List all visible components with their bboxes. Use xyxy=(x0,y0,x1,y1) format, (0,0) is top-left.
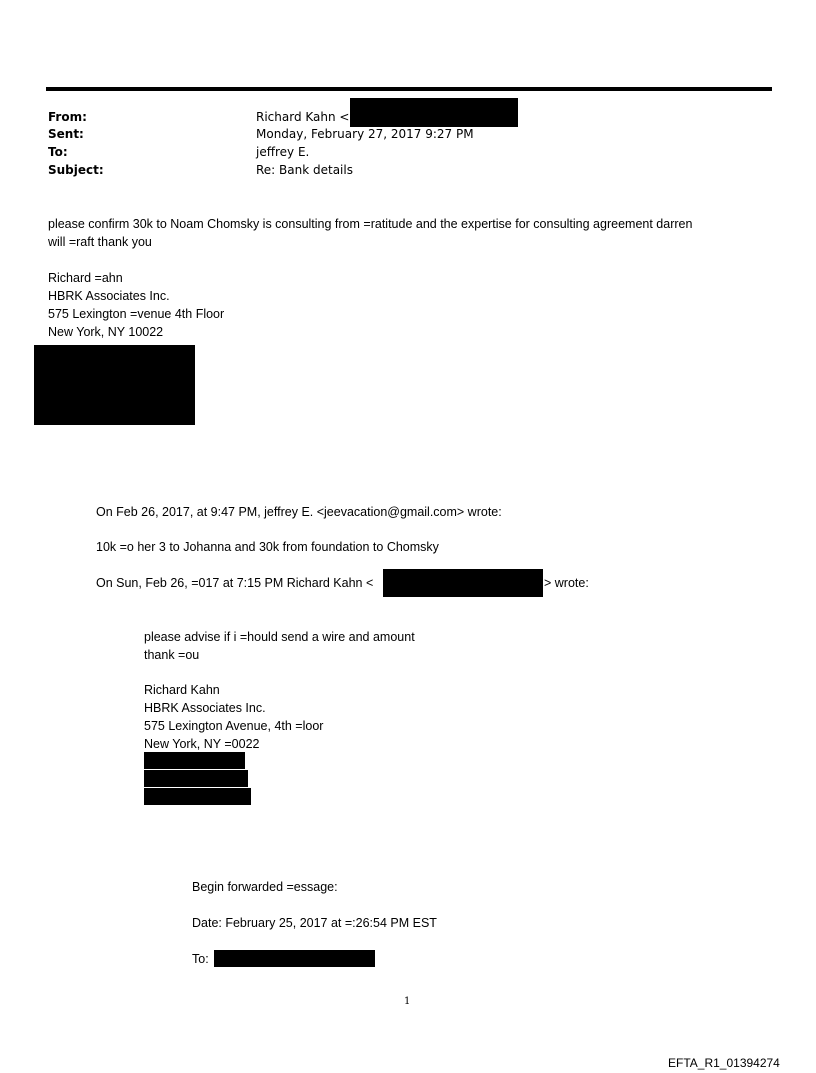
body-line-2: will =raft thank you xyxy=(48,235,152,249)
quote2-signature-company: HBRK Associates Inc. xyxy=(144,701,266,715)
signature-address: 575 Lexington =venue 4th Floor xyxy=(48,307,225,321)
to-label: To: xyxy=(48,145,68,159)
redaction-box xyxy=(350,98,518,127)
redaction-box xyxy=(144,752,245,769)
document-id: EFTA_R1_01394274 xyxy=(668,1056,780,1070)
forwarded-to-label: To: xyxy=(192,952,209,966)
forwarded-date: Date: February 25, 2017 at =:26:54 PM EST xyxy=(192,916,437,930)
subject-value: Re: Bank details xyxy=(256,163,353,177)
redaction-box xyxy=(34,345,195,425)
quote-header: On Feb 26, 2017, at 9:47 PM, jeffrey E. <jeevacation@gmail.com> wrote: xyxy=(96,505,502,519)
subject-label: Subject: xyxy=(48,163,104,177)
from-value: Richard Kahn < xyxy=(256,110,350,124)
header-rule xyxy=(46,87,772,91)
from-label: From: xyxy=(48,110,87,124)
quote2-signature-name: Richard Kahn xyxy=(144,683,220,697)
signature-name: Richard =ahn xyxy=(48,271,123,285)
signature-city: New York, NY 10022 xyxy=(48,325,164,339)
page-number: 1 xyxy=(404,996,411,1007)
forwarded-begin: Begin forwarded =essage: xyxy=(192,880,338,894)
quote-text: 10k =o her 3 to Johanna and 30k from foundation to Chomsky xyxy=(96,540,439,554)
reply-header-suffix: > wrote: xyxy=(544,576,589,590)
quote2-line-2: thank =ou xyxy=(144,648,200,662)
reply-header-prefix: On Sun, Feb 26, =017 at 7:15 PM Richard Kahn < xyxy=(96,576,374,590)
redaction-box xyxy=(144,788,251,805)
body-line-1: please confirm 30k to Noam Chomsky is consulting from =ratitude and the expertise for consulting agreement darren xyxy=(48,217,693,231)
redaction-box xyxy=(214,950,375,967)
signature-company: HBRK Associates Inc. xyxy=(48,289,170,303)
sent-value: Monday, February 27, 2017 9:27 PM xyxy=(256,127,474,141)
redaction-box xyxy=(383,569,543,597)
quote2-signature-address: 575 Lexington Avenue, 4th =loor xyxy=(144,719,324,733)
redaction-box xyxy=(144,770,248,787)
quote2-signature-city: New York, NY =0022 xyxy=(144,737,260,751)
sent-label: Sent: xyxy=(48,127,84,141)
to-value: jeffrey E. xyxy=(256,145,310,159)
quote2-line-1: please advise if i =hould send a wire and amount xyxy=(144,630,415,644)
